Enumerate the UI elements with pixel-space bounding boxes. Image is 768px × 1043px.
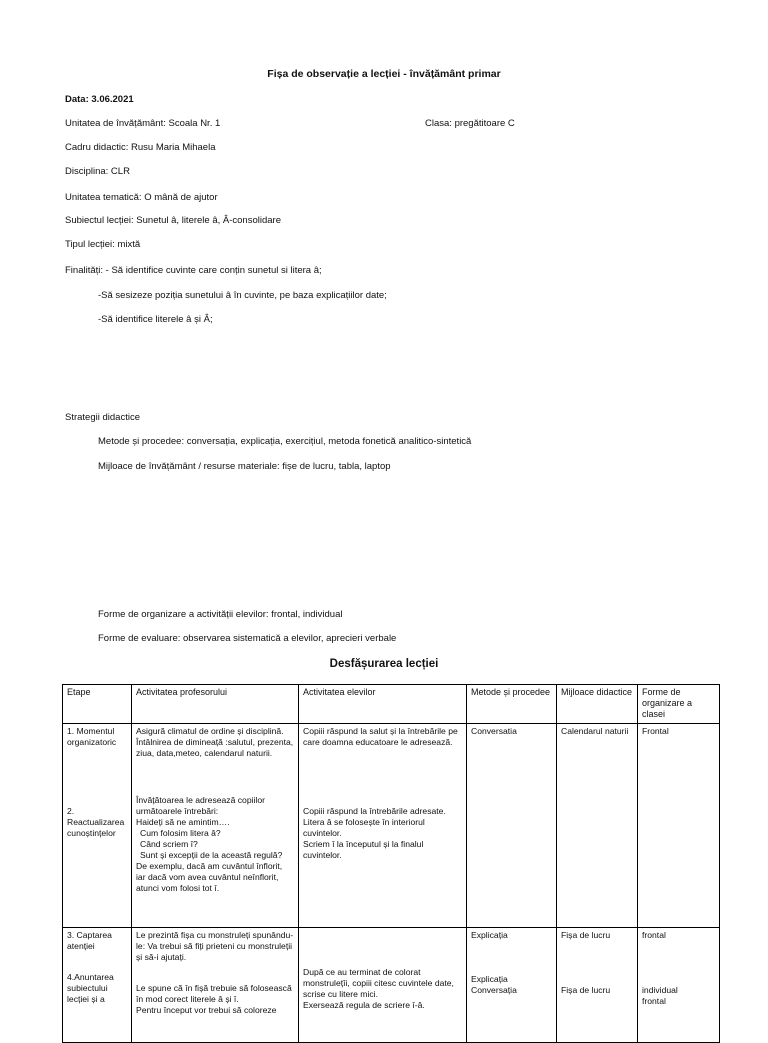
teacher-text: Haideți să ne amintim…. [136,817,230,827]
goal-line-2: -Să sesizeze poziția sunetului â în cuvinte, pe baza explicațiilor date; [98,290,387,301]
methods-line: Metode și procedee: conversația, explicația, exercițiul, metoda fonetică analitico-sintetică [98,436,472,447]
materials-line: Mijloace de învățământ / resurse materiale: fișe de lucru, tabla, laptop [98,461,391,472]
thematic-unit-line: Unitatea tematică: O mână de ajutor [65,192,218,203]
stage-cell [63,724,132,928]
materials-cell [557,928,638,1043]
table-header-row [63,685,720,724]
header-profesor: Activitatea profesorului [132,685,299,724]
table-row [63,724,720,928]
subject-line: Subiectul lecției: Sunetul â, literele â, Â-consolidare [65,215,281,226]
materials-text: Fișa de lucru [561,985,611,995]
materials-text: Calendarul naturii [561,726,629,736]
teacher-text: Le prezintă fișa cu monstruleți spunându-le: Va trebui să fiți prieteni cu monstruleții și să-i ajutați. [136,930,294,962]
stage-cell [63,928,132,1043]
organization-line: Forme de organizare a activității elevilor: frontal, individual [98,609,343,620]
header-mijloace: Mijloace didactice [557,685,638,724]
lesson-type-line: Tipul lecției: mixtă [65,239,141,250]
methods-text: Conversatia [471,726,517,736]
page-title: Fișa de observație a lecției - învățământ primar [267,68,501,80]
header-forme: Forme de organizare a clasei [638,685,720,724]
organization-cell [638,724,720,928]
stage-2-label: 2. Reactualizarea cunoștințelor [67,806,125,838]
strategies-heading: Strategii didactice [65,412,140,423]
students-text: După ce au terminat de colorat monstrulețîi, copiii citesc cuvintele date, scrise cu litere mici. [303,967,454,999]
teacher-text: De exemplu, dacă am cuvântul înflorit, iar dacă vom avea cuvântul neînflorit, atunci vom folosi tot î. [136,861,283,893]
students-text: Exersează regula de scriere î-â. [303,1000,425,1010]
organization-text: frontal [642,930,666,940]
materials-text: Fișa de lucru [561,930,611,940]
teacher-activity-cell [132,724,299,928]
students-text: Scriem î la începutul și la finalul cuvintelor. [303,839,424,860]
students-activity-cell [299,928,467,1043]
students-text: Copiii răspund la salut și la întrebările pe care doamna educatoare le adresează. [303,726,458,747]
stage-3-label: 3. Captarea atenției [67,930,112,951]
goal-line-1: Finalități: - Să identifice cuvinte care conțin sunetul si litera â; [65,265,322,276]
methods-cell [467,724,557,928]
evaluation-line: Forme de evaluare: observarea sistematică a elevilor, aprecieri verbale [98,633,397,644]
header-elevi: Activitatea elevilor [299,685,467,724]
teacher-text: Le spune că în fișă trebuie să folosească în mod corect literele â și î. [136,983,292,1004]
header-metode: Metode și procedee [467,685,557,724]
stage-4-label: 4.Anuntarea subiectului lecției și a [67,972,114,1004]
lesson-table [62,684,720,1043]
students-text: Litera â se folosește în interiorul cuvintelor. [303,817,425,838]
students-activity-cell [299,724,467,928]
organization-text: individual frontal [642,985,678,1006]
teacher-activity-cell [132,928,299,1043]
teacher-line: Cadru didactic: Rusu Maria Mihaela [65,142,216,153]
stage-1-label: 1. Momentul organizatoric [67,726,117,747]
materials-cell [557,724,638,928]
methods-cell [467,928,557,1043]
table-row [63,928,720,1043]
date-line: Data: 3.06.2021 [65,94,134,105]
discipline-line: Disciplina: CLR [65,166,130,177]
teacher-text: Asigură climatul de ordine și disciplină. [136,726,284,736]
organization-cell [638,928,720,1043]
table-title: Desfășurarea lecției [329,658,439,670]
students-text: Copiii răspund la întrebările adresate. [303,806,446,816]
teacher-text: Cum folosim litera â? [140,828,221,838]
teacher-text: Pentru început vor trebui să coloreze [136,1005,277,1015]
school-line: Unitatea de învățământ: Scoala Nr. 1 [65,118,221,129]
methods-text: Explicația Conversația [471,974,517,995]
teacher-text: Sunt și excepții de la această regulă? [140,850,283,860]
organization-text: Frontal [642,726,669,736]
header-etape: Etape [63,685,132,724]
teacher-text: Întâlnirea de dimineață :salutul, prezenta, ziua, data,meteo, calendarul naturii. [136,737,294,758]
class-line: Clasa: pregătitoare C [425,118,515,129]
goal-line-3: -Să identifice literele â și Â; [98,314,213,325]
teacher-text: Învățătoarea le adresează copiilor următoarele întrebări: [136,795,265,816]
teacher-text: Când scriem î? [140,839,198,849]
methods-text: Explicația [471,930,508,940]
